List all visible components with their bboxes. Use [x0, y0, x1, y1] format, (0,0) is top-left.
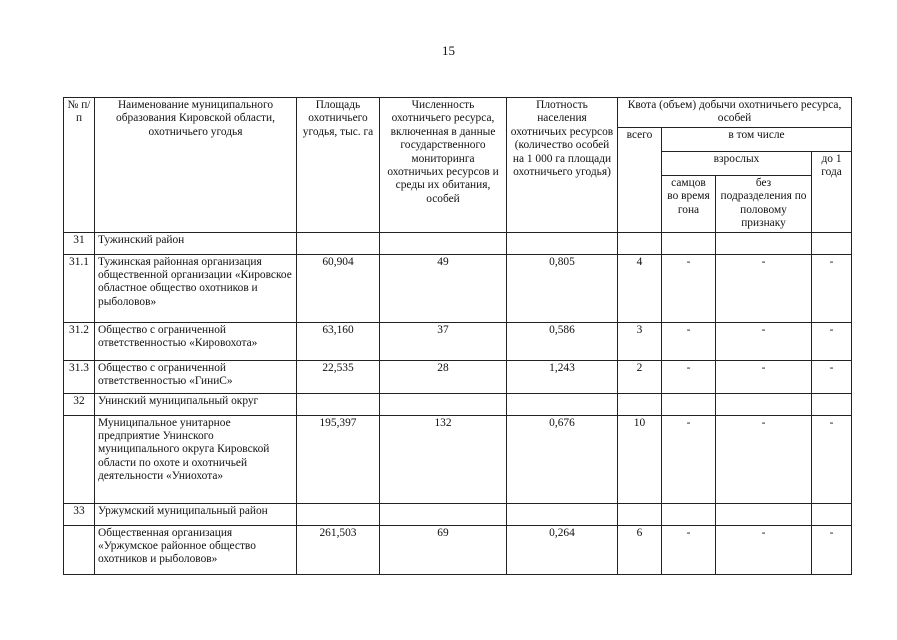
- empty-cell: [812, 393, 852, 415]
- header-area: Площадь охотничьего угодья, тыс. га: [297, 98, 380, 233]
- row-population: 28: [380, 360, 507, 393]
- empty-cell: [662, 232, 716, 254]
- empty-cell: [812, 503, 852, 525]
- empty-cell: [662, 393, 716, 415]
- row-density: 1,243: [507, 360, 618, 393]
- row-name: Унинский муниципальный округ: [95, 393, 297, 415]
- row-name: Общество с ограниченной ответственностью «ГиниС»: [95, 360, 297, 393]
- row-under1: -: [812, 525, 852, 574]
- row-name: Общественная организация «Уржумское районное общество охотников и рыболовов»: [95, 525, 297, 574]
- header-males: самцов во время гона: [662, 176, 716, 233]
- row-number: 33: [64, 503, 95, 525]
- header-no: № п/п: [64, 98, 95, 233]
- header-including: в том числе: [662, 128, 852, 152]
- row-number: 31.3: [64, 360, 95, 393]
- row-males: -: [662, 525, 716, 574]
- row-no-division: -: [716, 254, 812, 322]
- empty-cell: [380, 503, 507, 525]
- row-population: 37: [380, 322, 507, 360]
- row-no-division: -: [716, 322, 812, 360]
- row-total: 2: [618, 360, 662, 393]
- header-total: всего: [618, 128, 662, 233]
- empty-cell: [507, 393, 618, 415]
- row-population: 69: [380, 525, 507, 574]
- table-row: [64, 254, 852, 322]
- row-under1: -: [812, 360, 852, 393]
- row-area: 261,503: [297, 525, 380, 574]
- row-number: 31.1: [64, 254, 95, 322]
- empty-cell: [380, 393, 507, 415]
- empty-cell: [662, 503, 716, 525]
- header-population: Численность охотничьего ресурса, включенная в данные государственного мониторинга охотничьих ресурсов и среды их обитания, особей: [380, 98, 507, 233]
- row-name: Тужинский район: [95, 232, 297, 254]
- row-males: -: [662, 415, 716, 503]
- header-under1: до 1 года: [812, 152, 852, 233]
- district-row: [64, 393, 852, 415]
- row-area: 22,535: [297, 360, 380, 393]
- row-total: 4: [618, 254, 662, 322]
- row-males: -: [662, 360, 716, 393]
- empty-cell: [380, 232, 507, 254]
- row-population: 49: [380, 254, 507, 322]
- row-no-division: -: [716, 360, 812, 393]
- empty-cell: [716, 503, 812, 525]
- empty-cell: [618, 503, 662, 525]
- empty-cell: [716, 393, 812, 415]
- empty-cell: [507, 503, 618, 525]
- row-number: [64, 525, 95, 574]
- row-total: 3: [618, 322, 662, 360]
- table-body: [64, 232, 852, 574]
- row-name: Муниципальное унитарное предприятие Унинского муниципального округа Кировской области по охоте и охотничьей деятельности «Униохота»: [95, 415, 297, 503]
- empty-cell: [812, 232, 852, 254]
- row-density: 0,805: [507, 254, 618, 322]
- row-total: 10: [618, 415, 662, 503]
- row-area: 60,904: [297, 254, 380, 322]
- header-no-division: без подразделения по половому признаку: [716, 176, 812, 233]
- table-row: [64, 415, 852, 503]
- row-no-division: -: [716, 525, 812, 574]
- row-males: -: [662, 254, 716, 322]
- empty-cell: [618, 393, 662, 415]
- row-population: 132: [380, 415, 507, 503]
- table-row: [64, 322, 852, 360]
- row-total: 6: [618, 525, 662, 574]
- empty-cell: [716, 232, 812, 254]
- row-density: 0,264: [507, 525, 618, 574]
- row-no-division: -: [716, 415, 812, 503]
- header-adults: взрослых: [662, 152, 812, 176]
- empty-cell: [297, 503, 380, 525]
- row-under1: -: [812, 254, 852, 322]
- table-row: [64, 525, 852, 574]
- row-density: 0,676: [507, 415, 618, 503]
- row-area: 63,160: [297, 322, 380, 360]
- row-name: Уржумский муниципальный район: [95, 503, 297, 525]
- row-under1: -: [812, 415, 852, 503]
- empty-cell: [507, 232, 618, 254]
- quota-table: [63, 97, 852, 575]
- row-number: 32: [64, 393, 95, 415]
- row-males: -: [662, 322, 716, 360]
- row-number: [64, 415, 95, 503]
- row-number: 31.2: [64, 322, 95, 360]
- district-row: [64, 503, 852, 525]
- row-area: 195,397: [297, 415, 380, 503]
- header-density: Плотность населения охотничьих ресурсов (количество особей на 1 000 га площади охотничьего угодья): [507, 98, 618, 233]
- empty-cell: [618, 232, 662, 254]
- row-name: Общество с ограниченной ответственностью «Кировохота»: [95, 322, 297, 360]
- empty-cell: [297, 393, 380, 415]
- district-row: [64, 232, 852, 254]
- page-number: 15: [442, 43, 455, 58]
- row-name: Тужинская районная организация общественной организации «Кировское областное общество охотников и рыболовов»: [95, 254, 297, 322]
- table-row: [64, 360, 852, 393]
- header-quota: Квота (объем) добычи охотничьего ресурса, особей: [618, 98, 852, 128]
- row-density: 0,586: [507, 322, 618, 360]
- row-number: 31: [64, 232, 95, 254]
- empty-cell: [297, 232, 380, 254]
- header-name: Наименование муниципального образования Кировской области, охотничьего угодья: [95, 98, 297, 233]
- table-header: [64, 98, 852, 233]
- row-under1: -: [812, 322, 852, 360]
